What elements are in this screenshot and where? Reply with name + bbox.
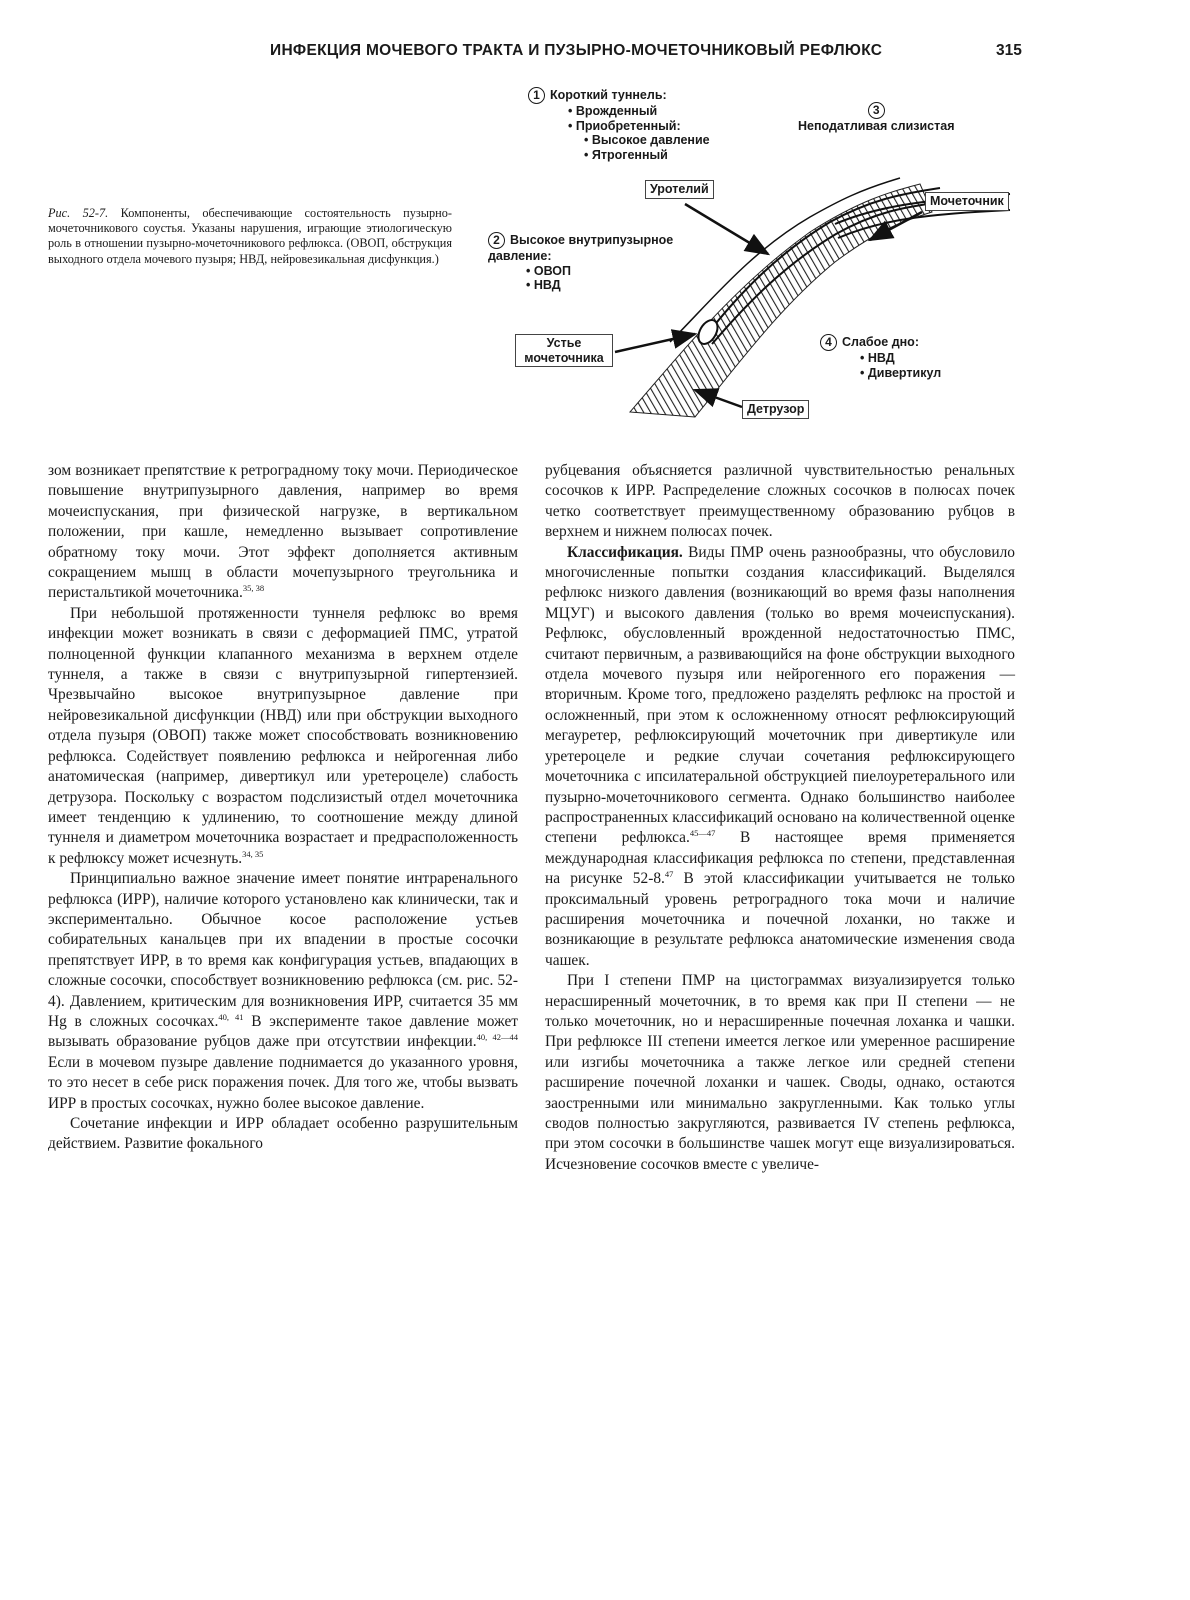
number-2-icon: 2	[488, 232, 505, 249]
item-4-title: Слабое дно:	[842, 335, 919, 349]
figure-52-7	[480, 82, 1040, 432]
page-number: 315	[996, 42, 1022, 59]
figure-item-2	[488, 232, 718, 293]
figure-item-1	[528, 87, 710, 162]
citation: 34, 35	[242, 848, 264, 859]
label-detrusor: Детрузор	[742, 400, 809, 419]
running-header: ИНФЕКЦИЯ МОЧЕВОГО ТРАКТА И ПУЗЫРНО-МОЧЕТОЧНИКОВЫЙ РЕФЛЮКС	[270, 42, 883, 59]
label-ureteral-orifice: Устье мочеточника	[515, 334, 613, 367]
item-1-bullet: • Приобретенный:	[568, 119, 710, 134]
item-3-title: Неподатливая слизистая	[798, 119, 955, 133]
paragraph: При I степени ПМР на цистограммах визуализируется только нерасширенный мочеточник, в то время как при II степени — не только мочеточник, но и нерасширенные почечная лоханка и чашки. При рефлюксе III степени имеется легкое или умеренное расширение или изгибы мочеточника а также легкое или средней степени расширение почечной лоханки и чашек. Своды, однако, остаются заостренными или минимально закругленными. Как только углы сводов полностью закругляются, развивается IV степень рефлюкса, при этом сосочки в большинстве чашек могут еще визуализироваться. Исчезновение сосочков вместе с увеличе-	[545, 972, 1015, 1173]
figure-caption-label: Рис. 52-7.	[48, 206, 109, 220]
item-1-bullet: • Врожденный	[568, 104, 710, 119]
paragraph: При небольшой протяженности туннеля рефлюкс во время инфекции может возникать в связи с деформацией ПМС, утратой полноценной функции клапанного механизма в верхнем отделе туннеля, а также в связи с внутрипузырной гипертензией. Чрезвычайно высокое внутрипузырное давление при нейровезикальной дисфункции (НВД) или при обструкции выходного отдела пузыря (ОВОП) также может способствовать возникновению рефлюкса. Содействует появлению рефлюкса и нейрогенная либо анатомическая (например, дивертикул или уретероцеле) слабость детрузора. Поскольку с возрастом подслизистый отдел мочеточника имеет тенденцию к удлинению, то соотношение между длиной туннеля и диаметром мочеточника возрастает и предрасположенность к рефлюксу может исчезнуть.$^{34, 35}$	[48, 604, 518, 867]
paragraph: Сочетание инфекции и ИРР обладает особенно разрушительным действием. Развитие фокального	[48, 1115, 518, 1153]
item-2-bullet: • ОВОП	[526, 264, 718, 279]
figure-item-3	[798, 102, 955, 134]
item-4-bullet: • Дивертикул	[860, 366, 941, 381]
text-column-right	[545, 461, 1015, 1175]
number-1-icon: 1	[528, 87, 545, 104]
figure-item-4	[820, 334, 941, 380]
item-2-title: Высокое внутрипузырное давление:	[488, 233, 674, 263]
section-heading: Классификация.	[567, 543, 683, 561]
item-1-subbullet: • Высокое давление	[584, 133, 710, 148]
number-4-icon: 4	[820, 334, 837, 351]
label-ureter: Мочеточник	[925, 192, 1009, 211]
paragraph: зом возникает препятствие к ретроградному току мочи. Периодическое повышение внутрипузырного давления, например во время мочеиспускания, при физической нагрузке, в вертикальном положении, при кашле, немедленно вызывает сопротивление обратному току мочи. Этот эффект дополняется активным сокращением мышц в области мочепузырного треугольника и перистальтикой мочеточника.$^{35, 38}$	[48, 462, 518, 602]
citation: 35, 38	[242, 583, 265, 594]
item-2-bullet: • НВД	[526, 278, 718, 293]
number-3-icon: 3	[868, 102, 885, 119]
paragraph: Принципиально важное значение имеет понятие интраренального рефлюкса (ИРР), наличие которого установлено как клинически, так и экспериментально. Обычное косое расположение устьев собирательных канальцев при их впадении в простые сосочки препятствует ИРР, в то время как конфигурация устьев, впадающих в сложные сосочки, способствует возникновению рефлюкса (см. рис. 52-4). Давлением, критическим для возникновения ИРР, считается 35 мм Hg в сложных сосочках.$^{40, 41}$ В эксперименте такое давление может вызывать образование рубцов даже при отсутствии инфекции.$^{40, 42—44}$ Если в мочевом пузыре давление поднимается до указанного уровня, то это несет в себе риск поражения почек. Для того же, чтобы вызвать ИРР в простых сосочках, нужно более высокое давление.	[48, 870, 519, 1112]
label-urothelium: Уротелий	[645, 180, 714, 199]
citation: 47	[664, 869, 674, 879]
paragraph: рубцевания объясняется различной чувствительностью ренальных сосочков к ИРР. Распределение сложных сосочков в полюсах почек четко соответствует преимущественному образованию рубцов в верхнем и нижнем полюсах почек.	[545, 462, 1015, 541]
item-1-title: Короткий туннель:	[550, 88, 667, 102]
item-4-bullet: • НВД	[860, 351, 941, 366]
citation: 45—47	[689, 828, 716, 839]
paragraph: Классификация. Виды ПМР очень разнообразны, что обусловило многочисленные попытки создания классификаций. Выделялся рефлюкс низкого давления (возникающий во время фазы наполнения МЦУГ) и высокого давления (только во время мочеиспускания). Рефлюкс, обусловленный врожденной недостаточностью ПМС, считают первичным, а развивающийся на фоне обструкции выходного отдела мочевого пузыря или нейрогенного его поражения — вторичным. Кроме того, предложено разделять рефлюкс на простой и осложненный, при этом к осложненному относят рефлюксирующий мегауретер, рефлюксирующий мочеточник при дивертикуле или уретероцеле и редкие случаи сочетания рефлюксирующего мочеточника с ипсилатеральной обструкцией пиелоуретерального или пузырно-мочеточникового сегмента. Однако большинство наиболее распространенных классификаций основано на количественной оценке степени рефлюкса.$^{45—47}$ В настоящее время применяется международная классификация рефлюкса по степени, представленная на рисунке 52-8.47 В этой классификации учитывается не только проксимальный уровень ретроградного тока мочи и наличие расширения мочеточника и почечной лоханки, но также и возникающие в результате рефлюкса анатомические изменения свода чашек.	[545, 543, 1015, 969]
citation: 40, 42—44	[476, 1032, 518, 1043]
citation: 40, 41	[218, 1011, 244, 1022]
figure-caption-text: Компоненты, обеспечивающие состоятельность пузырно-мочеточникового соустья. Указаны нарушения, играющие этиологическую роль в отношении пузырно-мочеточникового рефлюкса. (ОВОП, обструкция выходного отдела мочевого пузыря; НВД, нейровезикальная дисфункция.)	[48, 206, 452, 266]
figure-caption	[48, 206, 452, 267]
item-1-subbullet: • Ятрогенный	[584, 148, 710, 163]
text-column-left	[48, 461, 518, 1155]
